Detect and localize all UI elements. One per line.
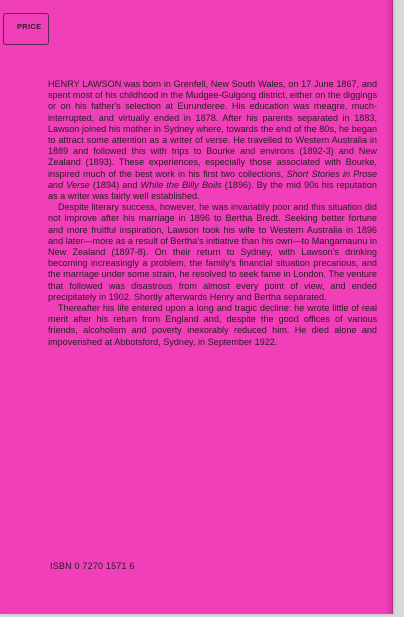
paragraph-1: [48, 79, 377, 202]
paragraph-1-text-a: HENRY LAWSON was born in Grenfell, New South Wales, on 17 June 1867, and spent most of his childhood in the Mudgee-Gulgong district, either on the diggings or on his father's selection at Eurunderee. His education was meagre, much-interrupted, and virtually ended in 1878. After his parents separated in 1883, Lawson joined his mother in Sydney where, towards the end of the 80s, he began to attract some attention as a writer of verse. He travelled to Western Australia in 1889 and followed this with trips to Bourke and environs (1892-3) and New Zealand (1893). These experiences, especially those associated with Bourke, inspired much of the best work in his first two collections,: [48, 79, 377, 179]
paragraph-1-text-b: (1894) and: [89, 179, 141, 190]
book-title-short-stories: Short Stories in Prose and Verse: [48, 168, 378, 190]
book-title-billy-boils: While the Billy Boils: [140, 179, 222, 190]
blurb-text: [48, 79, 377, 348]
isbn-number: ISBN 0 7270 1571 6: [50, 561, 135, 571]
price-box: [3, 13, 49, 45]
paragraph-2-text: Despite literary success, however, he was invariably poor and this situation did not improve after his marriage in 1896 to Bertha Bredt. Seeking better fortune and more fruitful inspiration, Lawson took his wife to Western Australia in 1896 and later—more as a result of Bertha's initiative than his own—to Mangamaunu in New Zealand (1897-8). On their return to Sydney, with Lawson's drinking becoming increasingly a problem, the family's financial situation precarious, and the marriage under some strain, he resolved to seek fame in London. The venture that followed was disastrous from almost every point of view, and ended precipitately in 1902. Shortly afterwards Henry and Bertha separated.: [48, 202, 377, 302]
paragraph-2: [48, 202, 377, 303]
paragraph-3: [48, 303, 377, 348]
price-label: PRICE: [17, 22, 42, 31]
paragraph-3-text: Thereafter his life entered upon a long and tragic decline: he wrote little of real merit after his return from England and, despite the good offices of various friends, alcoholism and poverty inexorably reduced him. He died alone and impoverished at Abbotsford, Sydney, in September 1922.: [48, 303, 377, 347]
paragraph-1-text-c: (1896). By the mid 90s his reputation as a writer was fairly well established.: [48, 179, 377, 202]
